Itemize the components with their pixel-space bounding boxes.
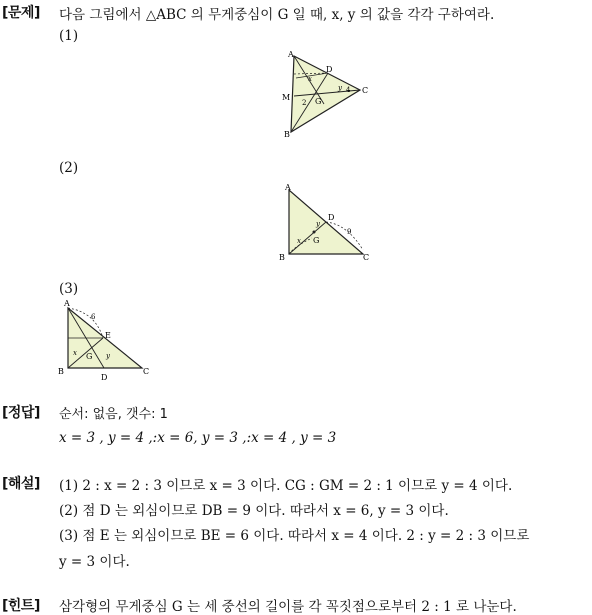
fig1-label-a: A [288, 50, 294, 59]
fig3-label-y: y [106, 352, 110, 360]
part-2-label: (2) [59, 160, 79, 176]
fig3-label-g: G [86, 352, 93, 361]
fig3-label-d: D [101, 373, 108, 380]
hint-text: 삼각형의 무게중심 G 는 세 중선의 길이를 각 꼭짓점으로부터 2 : 1 로 나눈다. [59, 599, 517, 615]
fig2-label-d: D [328, 213, 335, 222]
fig2-label-9: 9 [347, 228, 352, 236]
fig1-label-b: B [284, 130, 290, 139]
fig3-label-x: x [73, 349, 77, 357]
answer-meta: 순서: 없음, 갯수: 1 [59, 407, 168, 422]
part-1-label: (1) [59, 28, 79, 44]
fig2-label-a: A [285, 183, 291, 192]
problem-tag: [문제] [2, 5, 40, 21]
fig2-label-b: B [279, 253, 285, 262]
fig1-label-m: M [282, 93, 291, 102]
point-g [313, 231, 316, 234]
fig3-label-e: E [105, 331, 111, 340]
fig3-label-b: B [58, 367, 64, 376]
hint-tag: [힌트] [2, 598, 40, 614]
fig1-label-4: 4 [346, 86, 351, 94]
fig3-label-6: 6 [91, 313, 96, 321]
fig2-label-c: C [363, 253, 370, 262]
figure-1 [278, 48, 370, 140]
fig2-label-x: x [297, 237, 301, 245]
explanation-line-1: (1) 2 : x = 2 : 3 이므로 x = 3 이다. CG : GM = 2 : 1 이므로 y = 4 이다. [59, 478, 513, 494]
explanation-line-4: y = 3 이다. [59, 554, 130, 570]
fig2-label-y: y [316, 220, 320, 228]
figure-2 [275, 180, 375, 264]
fig3-label-c: C [143, 367, 150, 376]
fig1-label-c: C [362, 86, 369, 95]
answer-tag: [정답] [2, 405, 40, 421]
part-3-label: (3) [59, 281, 79, 297]
fig1-label-g: G [315, 97, 322, 106]
problem-question: 다음 그림에서 △ABC 의 무게중심이 G 일 때, x, y 의 값을 각각 구하여라. [59, 7, 495, 23]
fig1-label-y: y [338, 84, 342, 92]
fig1-label-d: D [326, 65, 333, 74]
explanation-line-3: (3) 점 E 는 외심이므로 BE = 6 이다. 따라서 x = 4 이다. 2 : y = 2 : 3 이므로 [59, 528, 530, 544]
fig2-label-g: G [313, 236, 320, 245]
fig3-label-a: A [64, 299, 70, 308]
fig1-label-2: 2 [302, 99, 307, 107]
explanation-line-2: (2) 점 D 는 외심이므로 DB = 9 이다. 따라서 x = 6, y = 3 이다. [59, 503, 449, 519]
answer-value: x = 3 , y = 4 ,:x = 6, y = 3 ,:x = 4 , y = 3 [59, 430, 337, 446]
fig1-label-x: x [308, 75, 312, 83]
figure-3 [55, 296, 155, 380]
explanation-tag: [해설] [2, 476, 40, 492]
